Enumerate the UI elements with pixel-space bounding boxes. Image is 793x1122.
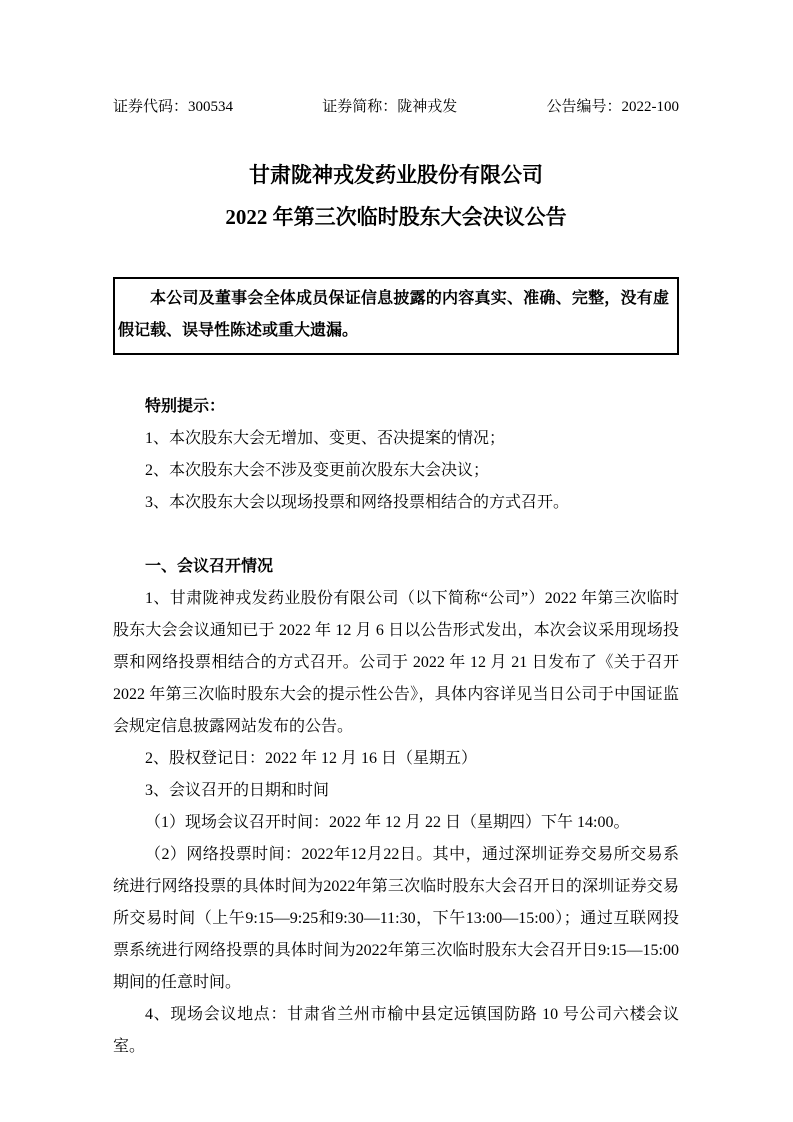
company-title: 甘肃陇神戎发药业股份有限公司 xyxy=(249,163,543,187)
paragraph: （1）现场会议召开时间：2022 年 12 月 22 日（星期四）下午 14:00。 xyxy=(145,814,630,831)
special-note-list xyxy=(113,423,679,519)
paragraph: 2、股权登记日：2022 年 12 月 16 日（星期五） xyxy=(145,750,478,767)
document-content xyxy=(113,97,679,1063)
document-header xyxy=(113,97,679,117)
special-note-item: 1、本次股东大会无增加、变更、否决提案的情况； xyxy=(145,430,506,447)
disclaimer-text: 本公司及董事会全体成员保证信息披露的内容真实、准确、完整，没有虚假记载、误导性陈述或重大遗漏。 xyxy=(118,290,669,339)
paragraph: 1、甘肃陇神戎发药业股份有限公司（以下简称“公司”）2022 年第三次临时股东大会会议通知已于 2022 年 12 月 6 日以公告形式发出，本次会议采用现场投票和网络投票相结合的方式召开。公司于 2022 年 12 月 21 日发布了《关于召开 2022 年第三次临时股东大会的提示性公告》，具体内容详见当日公司于中国证监会规定信息披露网站发布的公告。 xyxy=(113,590,679,735)
meeting-section xyxy=(113,551,679,1063)
meeting-section-heading: 一、会议召开情况 xyxy=(145,558,274,575)
special-note-item: 3、本次股东大会以现场投票和网络投票相结合的方式召开。 xyxy=(145,494,570,511)
stock-short-name: 证券简称：陇神戎发 xyxy=(322,99,458,115)
paragraph: 3、会议召开的日期和时间 xyxy=(145,782,330,799)
disclaimer-box xyxy=(113,277,679,355)
announcement-number: 公告编号：2022-100 xyxy=(546,99,679,115)
stock-code: 证券代码：300534 xyxy=(113,99,234,115)
meeting-section-paragraphs xyxy=(113,583,679,1063)
special-note-heading: 特别提示： xyxy=(145,398,226,415)
special-note-section xyxy=(113,391,679,519)
announcement-title: 2022 年第三次临时股东大会决议公告 xyxy=(225,205,567,229)
paragraph: 4、现场会议地点：甘肃省兰州市榆中县定远镇国防路 10 号公司六楼会议室。 xyxy=(113,1006,679,1055)
paragraph: （2）网络投票时间：2022年12月22日。其中，通过深圳证券交易所交易系统进行网络投票的具体时间为2022年第三次临时股东大会召开日的深圳证券交易所交易时间（上午9:15—9:25和9:30—11:30，下午13:00—15:00）；通过互联网投票系统进行网络投票的具体时间为2022年第三次临时股东大会召开日9:15—15:00期间的任意时间。 xyxy=(113,846,679,991)
special-note-item: 2、本次股东大会不涉及变更前次股东大会决议； xyxy=(145,462,490,479)
